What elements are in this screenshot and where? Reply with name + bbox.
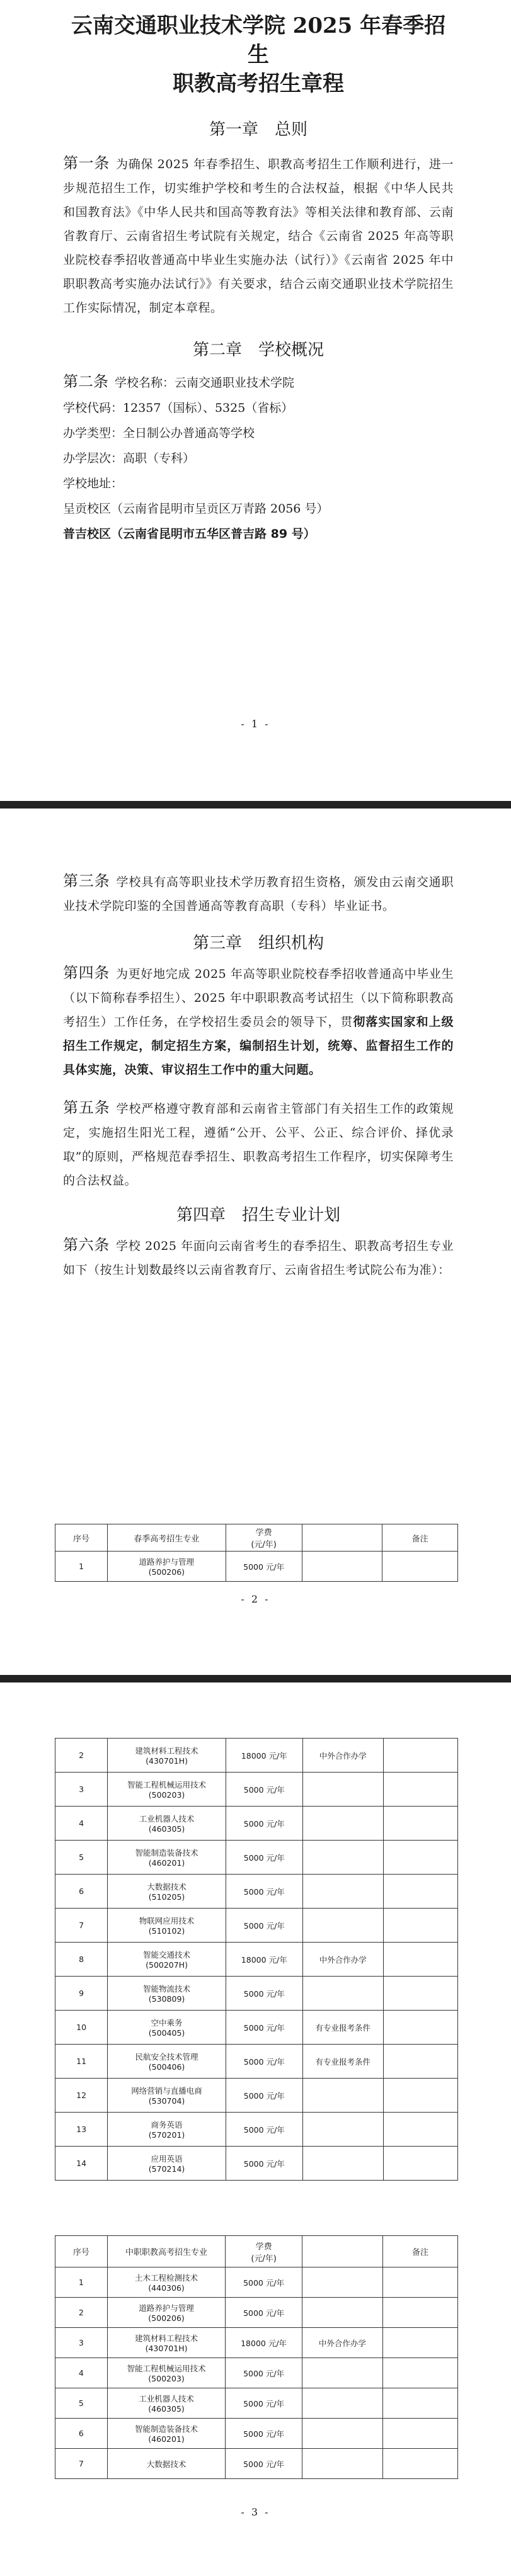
- table-row: [55, 2449, 458, 2479]
- article-3-label: 第三条: [63, 872, 110, 890]
- cell-extra: [383, 1909, 457, 1943]
- cell-extra: [383, 1841, 457, 1875]
- cell-major: 建筑材料工程技术 (430701H): [108, 1739, 226, 1773]
- spring-majors-table: [55, 1524, 458, 1582]
- cell-major: 智能工程机械运用技术 (500203): [107, 2358, 226, 2388]
- doc-title-line1: 云南交通职业技术学院 2025 年春季招生: [71, 13, 446, 67]
- table-row: [55, 1909, 458, 1943]
- table-row: [55, 2419, 458, 2449]
- spring-majors-table-continued: [55, 1738, 458, 2181]
- article-6-label: 第六条: [63, 1236, 110, 1254]
- header-index: 序号: [55, 1524, 108, 1552]
- cell-major: 工业机器人技术 (460305): [108, 1807, 226, 1841]
- cell-note: [302, 2298, 382, 2328]
- article-1-label: 第一条: [63, 154, 110, 172]
- cell-index: 6: [55, 1875, 108, 1909]
- school-type: 办学类型：全日制公办普通高等学校: [63, 426, 255, 440]
- cell-tuition: 5000 元/年: [226, 1773, 302, 1807]
- cell-index: 13: [55, 2113, 108, 2147]
- cell-extra: [383, 1739, 457, 1773]
- school-code: 学校代码：12357（国标）、5325（省标）: [63, 401, 294, 415]
- page-separator-1: [0, 801, 511, 809]
- cell-note: [302, 2419, 382, 2449]
- header-index: 序号: [55, 2236, 108, 2267]
- cell-index: 2: [55, 2298, 108, 2328]
- cell-tuition: 5000 元/年: [226, 2045, 302, 2079]
- cell-tuition: 18000 元/年: [226, 1943, 302, 1977]
- cell-note: 中外合作办学: [302, 1739, 383, 1773]
- article-4-bold-text: 彻落实国家和上级招生工作规定，制定招生方案，编制招生计划，统筹、监督招生工作的具体实施，决策、审议招生工作中的重大问题。: [63, 1015, 454, 1077]
- cell-note: [302, 2388, 382, 2419]
- article-1: [63, 151, 454, 320]
- page-2: [0, 812, 511, 1675]
- cell-index: 14: [55, 2147, 108, 2181]
- school-level: 办学层次：高职（专科）: [63, 451, 195, 465]
- header-major: 春季高考招生专业: [108, 1524, 226, 1552]
- table-row: [55, 1739, 458, 1773]
- cell-major: 土木工程检测技术 (440306): [107, 2267, 226, 2298]
- table-row: [55, 1841, 458, 1875]
- article-3-text: 学校具有高等职业技术学历教育招生资格，颁发由云南交通职业技术学院印鉴的全国普通高等教育高职（专科）毕业证书。: [63, 875, 454, 913]
- cell-note: [302, 1977, 383, 2011]
- cell-index: 2: [55, 1739, 108, 1773]
- table-row: [55, 1773, 458, 1807]
- table-vocational-majors: [55, 2235, 458, 2479]
- cell-extra: [383, 2011, 457, 2045]
- page-1: [0, 0, 511, 801]
- page-number-2: - 2 -: [241, 1593, 270, 1605]
- cell-index: 4: [55, 2358, 108, 2388]
- school-name: 学校名称：云南交通职业技术学院: [115, 376, 295, 390]
- cell-major: 工业机器人技术 (460305): [107, 2388, 226, 2419]
- chapter-4-title: 第四章 招生专业计划: [176, 1206, 340, 1225]
- cell-tuition: 18000 元/年: [226, 2328, 302, 2358]
- cell-tuition: 5000 元/年: [226, 1977, 302, 2011]
- article-4-text: 为更好地完成 2025 年高等职业院校春季招收普通高中毕业生（以下简称春季招生）、2025 年中职职教高考试招生（以下简称职教高考招生）工作任务，在学校招生委员会的领导下，贯: [63, 967, 454, 1029]
- cell-major: 建筑材料工程技术 (430701H): [107, 2328, 226, 2358]
- cell-index: 3: [55, 1773, 108, 1807]
- cell-note: 有专业报考条件: [302, 2045, 383, 2079]
- header-empty: [302, 1524, 382, 1552]
- cell-tuition: 5000 元/年: [226, 2113, 302, 2147]
- vocational-majors-table: [55, 2235, 458, 2479]
- chapter-2-title: 第二章 学校概况: [192, 341, 324, 360]
- cell-index: 4: [55, 1807, 108, 1841]
- cell-major: 商务英语 (570201): [108, 2113, 226, 2147]
- cell-extra: [383, 1875, 457, 1909]
- cell-note: [302, 1909, 383, 1943]
- cell-major: 应用英语 (570214): [108, 2147, 226, 2181]
- cell-index: 1: [55, 2267, 108, 2298]
- table-row: [55, 1977, 458, 2011]
- cell-note: [302, 2449, 382, 2479]
- page-number-3: - 3 -: [241, 2506, 270, 2518]
- cell-extra: [382, 2449, 457, 2479]
- article-6: [63, 1233, 454, 1282]
- table-spring-majors-cont: [55, 1738, 458, 2181]
- article-1-text: 为确保 2025 年春季招生、职教高考招生工作顺利进行，进一步规范招生工作，切实维护学校和考生的合法权益，根据《中华人民共和国教育法》《中华人民共和国高等教育法》等相关法律和教育部、云南省教育厅、云南省招生考试院有关规定，结合《云南省 2025 年高等职业院校春季招收普通高中毕业生实施办法（试行）》《云南省 2025 年中职职教高考实施办法试行》》有关要求，结合云南交通职业技术学院招生工作实际情况，制定本章程。: [63, 157, 454, 315]
- article-5: [63, 1096, 454, 1193]
- cell-major: 智能制造装备技术 (460201): [107, 2419, 226, 2449]
- cell-extra: [383, 2147, 457, 2181]
- cell-extra: [382, 2419, 457, 2449]
- header-tuition: 学费 (元/年): [226, 1524, 302, 1552]
- cell-major: 智能交通技术 (500207H): [108, 1943, 226, 1977]
- cell-tuition: 5000 元/年: [226, 2358, 302, 2388]
- article-5-label: 第五条: [63, 1099, 110, 1116]
- table-spring-majors: [55, 1524, 458, 1582]
- campus-puji: 普吉校区（云南省昆明市五华区普吉路 89 号）: [63, 527, 316, 541]
- cell-major: 道路养护与管理 (500206): [107, 2298, 226, 2328]
- cell-tuition: 5000 元/年: [226, 2388, 302, 2419]
- cell-tuition: 18000 元/年: [226, 1739, 302, 1773]
- article-2-label: 第二条: [63, 373, 108, 390]
- cell-tuition: 5000 元/年: [226, 2147, 302, 2181]
- table-row: [55, 2079, 458, 2113]
- page-2-content: [63, 869, 454, 1282]
- table-row: [55, 2328, 458, 2358]
- table-row: [55, 2045, 458, 2079]
- cell-note: [302, 1841, 383, 1875]
- table-row: [55, 2113, 458, 2147]
- cell-tuition: 5000 元/年: [226, 1552, 302, 1582]
- cell-index: 7: [55, 2449, 108, 2479]
- cell-extra: [383, 1773, 457, 1807]
- cell-extra: [383, 1807, 457, 1841]
- cell-major: 道路养护与管理 (500206): [108, 1552, 226, 1582]
- table-row: [55, 2011, 458, 2045]
- cell-extra: [382, 2298, 457, 2328]
- table-header-row: [55, 2236, 458, 2267]
- cell-extra: [382, 1552, 458, 1582]
- cell-tuition: 5000 元/年: [226, 2449, 302, 2479]
- article-5-text: 学校严格遵守教育部和云南省主管部门有关招生工作的政策规定，实施招生阳光工程，遵循“公开、公平、公正、综合评价、择优录取”的原则，严格规范春季招生、职教高考招生工作程序，切实保障考生的合法权益。: [63, 1102, 454, 1188]
- cell-extra: [382, 2267, 457, 2298]
- cell-note: [302, 2113, 383, 2147]
- table-row: [55, 2388, 458, 2419]
- cell-tuition: 5000 元/年: [226, 1841, 302, 1875]
- table-row: [55, 1552, 458, 1582]
- cell-index: 6: [55, 2419, 108, 2449]
- article-2: [63, 369, 454, 395]
- cell-note: 有专业报考条件: [302, 2011, 383, 2045]
- table-row: [55, 2147, 458, 2181]
- table-row: [55, 1807, 458, 1841]
- header-notes: 备注: [382, 2236, 457, 2267]
- cell-note: [302, 1552, 382, 1582]
- table-row: [55, 1875, 458, 1909]
- cell-extra: [382, 2328, 457, 2358]
- header-empty: [302, 2236, 382, 2267]
- cell-tuition: 5000 元/年: [226, 2079, 302, 2113]
- cell-major: 大数据技术 (510205): [108, 1875, 226, 1909]
- table-row: [55, 2358, 458, 2388]
- cell-tuition: 5000 元/年: [226, 1909, 302, 1943]
- chapter-3-title: 第三章 组织机构: [192, 934, 324, 953]
- cell-index: 10: [55, 2011, 108, 2045]
- cell-note: [302, 2079, 383, 2113]
- cell-index: 11: [55, 2045, 108, 2079]
- cell-major: 民航安全技术管理 (500406): [108, 2045, 226, 2079]
- cell-major: 智能工程机械运用技术 (500203): [108, 1773, 226, 1807]
- cell-index: 1: [55, 1552, 108, 1582]
- header-tuition: 学费 (元/年): [226, 2236, 302, 2267]
- cell-major: 网络营销与直播电商 (530704): [108, 2079, 226, 2113]
- cell-note: [302, 2147, 383, 2181]
- chapter-1-title: 第一章 总则: [209, 120, 307, 139]
- cell-note: [302, 2358, 382, 2388]
- cell-note: 中外合作办学: [302, 2328, 382, 2358]
- cell-major: 空中乘务 (500405): [108, 2011, 226, 2045]
- cell-extra: [382, 2358, 457, 2388]
- school-address-label: 学校地址：: [63, 477, 123, 491]
- article-3: [63, 869, 454, 918]
- cell-index: 8: [55, 1943, 108, 1977]
- cell-major: 大数据技术: [107, 2449, 226, 2479]
- cell-index: 9: [55, 1977, 108, 2011]
- page-1-content: [63, 11, 454, 547]
- cell-index: 7: [55, 1909, 108, 1943]
- cell-tuition: 5000 元/年: [226, 2298, 302, 2328]
- cell-extra: [383, 1977, 457, 2011]
- cell-index: 3: [55, 2328, 108, 2358]
- cell-index: 12: [55, 2079, 108, 2113]
- cell-index: 5: [55, 2388, 108, 2419]
- cell-index: 5: [55, 1841, 108, 1875]
- cell-extra: [383, 2045, 457, 2079]
- article-6-text: 学校 2025 年面向云南省考生的春季招生、职教高考招生专业如下（按生计划数最终以云南省教育厅、云南省招生考试院公布为准）：: [63, 1239, 454, 1277]
- cell-note: 中外合作办学: [302, 1943, 383, 1977]
- table-row: [55, 1943, 458, 1977]
- cell-major: 物联网应用技术 (510102): [108, 1909, 226, 1943]
- cell-extra: [383, 1943, 457, 1977]
- article-4-label: 第四条: [63, 964, 110, 982]
- table-header-row: [55, 1524, 458, 1552]
- campus-chenggong: 呈贡校区（云南省昆明市呈贡区万青路 2056 号）: [63, 502, 329, 516]
- page-number-1: - 1 -: [241, 718, 270, 730]
- cell-note: [302, 1773, 383, 1807]
- cell-note: [302, 1875, 383, 1909]
- header-major: 中职职教高考招生专业: [107, 2236, 226, 2267]
- doc-title-line2: 职教高考招生章程: [173, 71, 344, 96]
- article-4: [63, 961, 454, 1082]
- cell-extra: [383, 2079, 457, 2113]
- cell-major: 智能制造装备技术 (460201): [108, 1841, 226, 1875]
- header-notes: 备注: [382, 1524, 458, 1552]
- cell-major: 智能物流技术 (530809): [108, 1977, 226, 2011]
- cell-tuition: 5000 元/年: [226, 2011, 302, 2045]
- table-row: [55, 2298, 458, 2328]
- cell-note: [302, 2267, 382, 2298]
- cell-tuition: 5000 元/年: [226, 1875, 302, 1909]
- cell-extra: [383, 2113, 457, 2147]
- cell-tuition: 5000 元/年: [226, 2267, 302, 2298]
- cell-tuition: 5000 元/年: [226, 2419, 302, 2449]
- page-3: [0, 1688, 511, 2576]
- cell-note: [302, 1807, 383, 1841]
- page-separator-2: [0, 1675, 511, 1682]
- cell-tuition: 5000 元/年: [226, 1807, 302, 1841]
- table-row: [55, 2267, 458, 2298]
- cell-extra: [382, 2388, 457, 2419]
